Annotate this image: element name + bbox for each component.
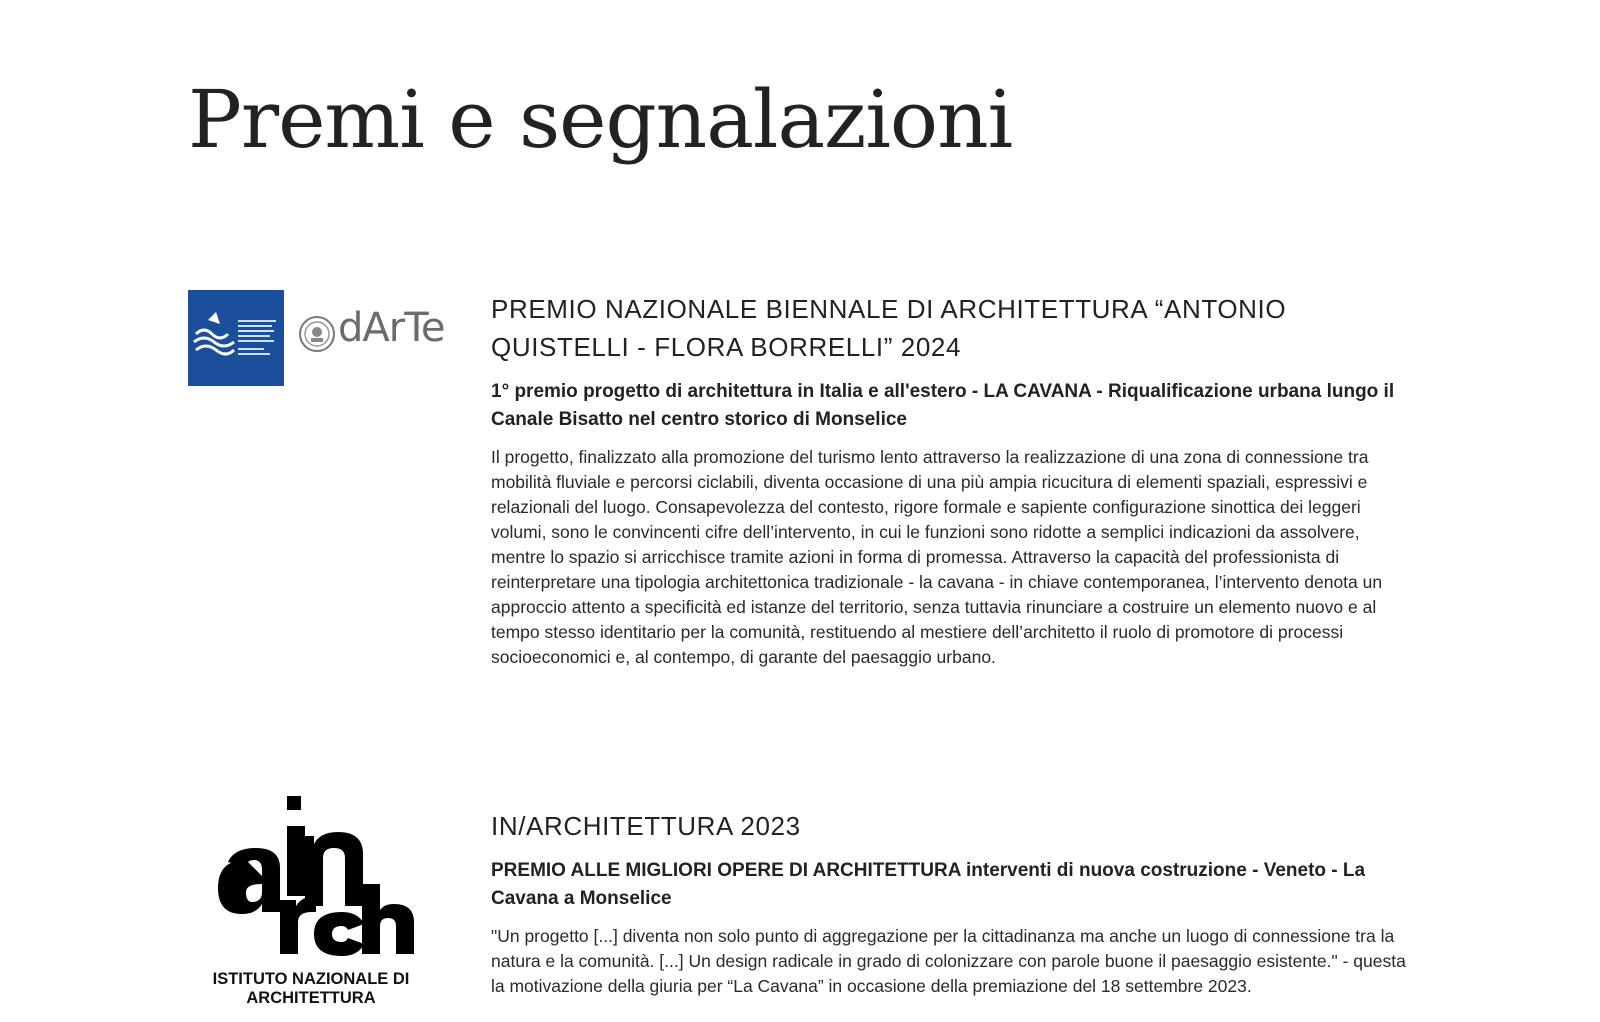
inarch-mark-icon <box>206 796 416 966</box>
award-title: IN/ARCHITETTURA 2023 <box>491 811 801 841</box>
darte-logo <box>298 305 445 362</box>
award-description: Il progetto, finalizzato alla promozione del turismo lento attraverso la realizzazione di una zona di connessione tra mobilità fluviale e percorsi ciclabili, diventa occasione di una più ampia ricucitura di elementi spaziali, espressivi e relazionali del luogo. Consapevolezza del contesto, rigore formale e sapiente configurazione sinottica dei leggeri volumi, sono le convincenti cifre dell’intervento, in cui le funzioni sono ridotte a semplici indicazioni da assolvere, mentre lo spazio si arricchisce tramite azioni in forma di promessa. Attraverso la capacità del professionista di reinterpretare una tipologia architettonica tradizionale - la cavana - in chiave contemporanea, l’intervento denota un approccio attento a specificità ed istanze del territorio, senza tuttavia rinunciare a costruire un elemento nuovo e al tempo stesso identitario per la comunità, restituendo al mestiere dell’architetto il ruolo di promotore di processi socioeconomici e, al contempo, di garante del paesaggio urbano. <box>491 447 1383 667</box>
inarch-logo <box>206 796 416 1006</box>
ordine-architetti-emblem-icon <box>188 290 284 386</box>
award-description: "Un progetto [...] diventa non solo punto di aggregazione per la cittadinanza ma anche un luogo di connessione tra la natura e la comunità. [...] Un design radicale in grado di colonizzare con parole buone il paesaggio esistente." - questa la motivazione della giuria per “La Cavana” in occasione della premiazione del 18 settembre 2023. <box>491 926 1406 996</box>
award-subtitle: PREMIO ALLE MIGLIORI OPERE DI ARCHITETTURA interventi di nuova costruzione - Veneto - La Cavana a Monselice <box>491 860 1366 909</box>
award-title: PREMIO NAZIONALE BIENNALE DI ARCHITETTURA “ANTONIO QUISTELLI - FLORA BORRELLI” 2024 <box>491 294 1287 362</box>
inarch-caption: ISTITUTO NAZIONALE DI ARCHITETTURA <box>212 970 410 1007</box>
page-title: Premi e segnalazioni <box>188 73 1013 166</box>
award-body <box>491 807 1418 999</box>
award-body <box>491 290 1418 670</box>
darte-wordmark: dArTe <box>338 305 445 351</box>
darte-seal-icon <box>298 312 336 356</box>
award-subtitle: 1° premio progetto di architettura in Italia e all'estero - LA CAVANA - Riqualificazione urbana lungo il Canale Bisatto nel centro storico di Monselice <box>491 381 1395 430</box>
ordine-architetti-logo <box>188 290 284 386</box>
